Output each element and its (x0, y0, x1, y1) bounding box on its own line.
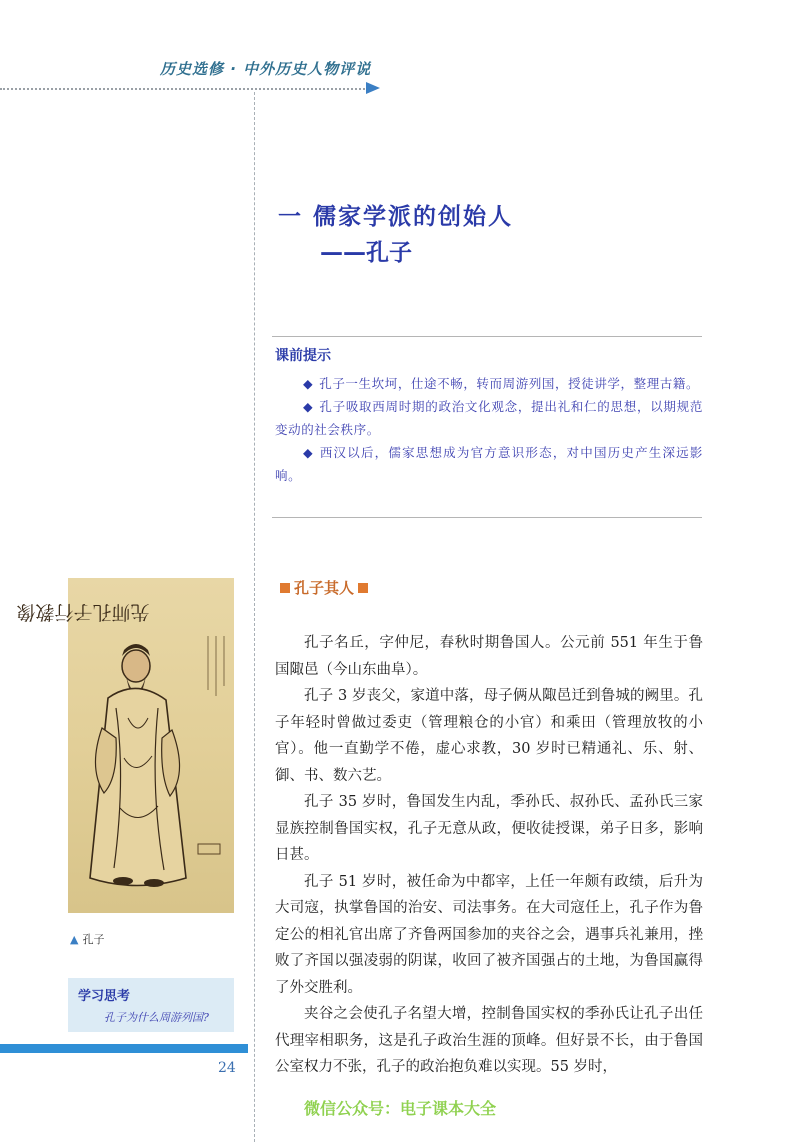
page-number: 24 (218, 1060, 236, 1076)
preview-item (275, 372, 703, 395)
preview-item-text: 孔子吸取西周时期的政治文化观念，提出礼和仁的思想，以期规范变动的社会秩序。 (275, 399, 704, 437)
body-paragraph: 孔子名丘，字仲尼，春秋时期鲁国人。公元前 551 年生于鲁国陬邑（今山东曲阜）。 (275, 635, 703, 678)
caption-text: 孔子 (82, 933, 105, 946)
portrait-illustration (16, 578, 234, 913)
triangle-up-icon: ▲ (70, 933, 79, 946)
body-paragraph: 孔子 35 岁时，鲁国发生内乱，季孙氏、叔孙氏、孟孙氏三家显族控制鲁国实权，孔子无意从政，便收徒授课，弟子日多，影响日甚。 (275, 794, 703, 863)
preview-item (275, 395, 703, 441)
preview-item (275, 441, 703, 487)
section-heading-text: 孔子其人 (294, 579, 355, 597)
footer-bar (0, 1044, 248, 1053)
study-question: 孔子为什么周游列国? (104, 1011, 209, 1024)
preview-bottom-rule (272, 517, 702, 518)
preview-list (275, 372, 703, 487)
watermark: 微信公众号：电子课本大全 (303, 1099, 496, 1118)
preview-item-text: 孔子一生坎坷，仕途不畅，转而周游列国，授徒讲学，整理古籍。 (319, 376, 700, 391)
square-bullet-icon (280, 583, 290, 593)
header-divider (0, 88, 368, 90)
chapter-title: 一 儒家学派的创始人 (278, 204, 514, 230)
body-paragraph: 夹谷之会使孔子名望大增，控制鲁国实权的季孙氏让孔子出任代理宰相职务，这是孔子政治生涯的顶峰。但好景不长，由于鲁国公室权力不张，孔子的政治抱负难以实现。55 岁时， (275, 1006, 703, 1075)
column-divider (254, 92, 255, 1142)
diamond-bullet-icon: ◆ (303, 399, 314, 414)
portrait-inscription: 先师孔子行教像 (16, 601, 150, 623)
body-text (275, 630, 703, 1081)
diamond-bullet-icon: ◆ (303, 376, 314, 391)
confucius-portrait (16, 578, 234, 913)
preview-heading: 课前提示 (275, 348, 331, 364)
study-title: 学习思考 (78, 989, 131, 1004)
series-title: 历史选修 · 中外历史人物评说 (160, 60, 372, 78)
square-bullet-icon (358, 583, 368, 593)
body-paragraph: 孔子 3 岁丧父，家道中落，母子俩从陬邑迁到鲁城的阙里。孔子年轻时曾做过委吏（管理粮仓的小官）和乘田（管理放牧的小官）。他一直勤学不倦，虚心求教，30 岁时已精通礼、乐、射、御、书、数六艺。 (275, 688, 703, 784)
figure-caption (70, 931, 104, 947)
body-paragraph: 孔子 51 岁时，被任命为中都宰，上任一年颇有政绩，后升为大司寇，执掌鲁国的治安、司法事务。在大司寇任上，孔子作为鲁定公的相礼官出席了齐鲁两国参加的夹谷之会，遇事兵礼兼用，挫败了齐国以强凌弱的阴谋，收回了被齐国强占的土地，为鲁国赢得了外交胜利。 (275, 873, 703, 996)
arrow-right-icon (366, 82, 380, 94)
section-heading (276, 577, 372, 598)
preview-item-text: 西汉以后，儒家思想成为官方意识形态，对中国历史产生深远影响。 (275, 445, 703, 483)
diamond-bullet-icon: ◆ (303, 445, 314, 460)
preview-top-rule (272, 336, 702, 337)
chapter-subtitle: ——孔子 (320, 240, 412, 266)
